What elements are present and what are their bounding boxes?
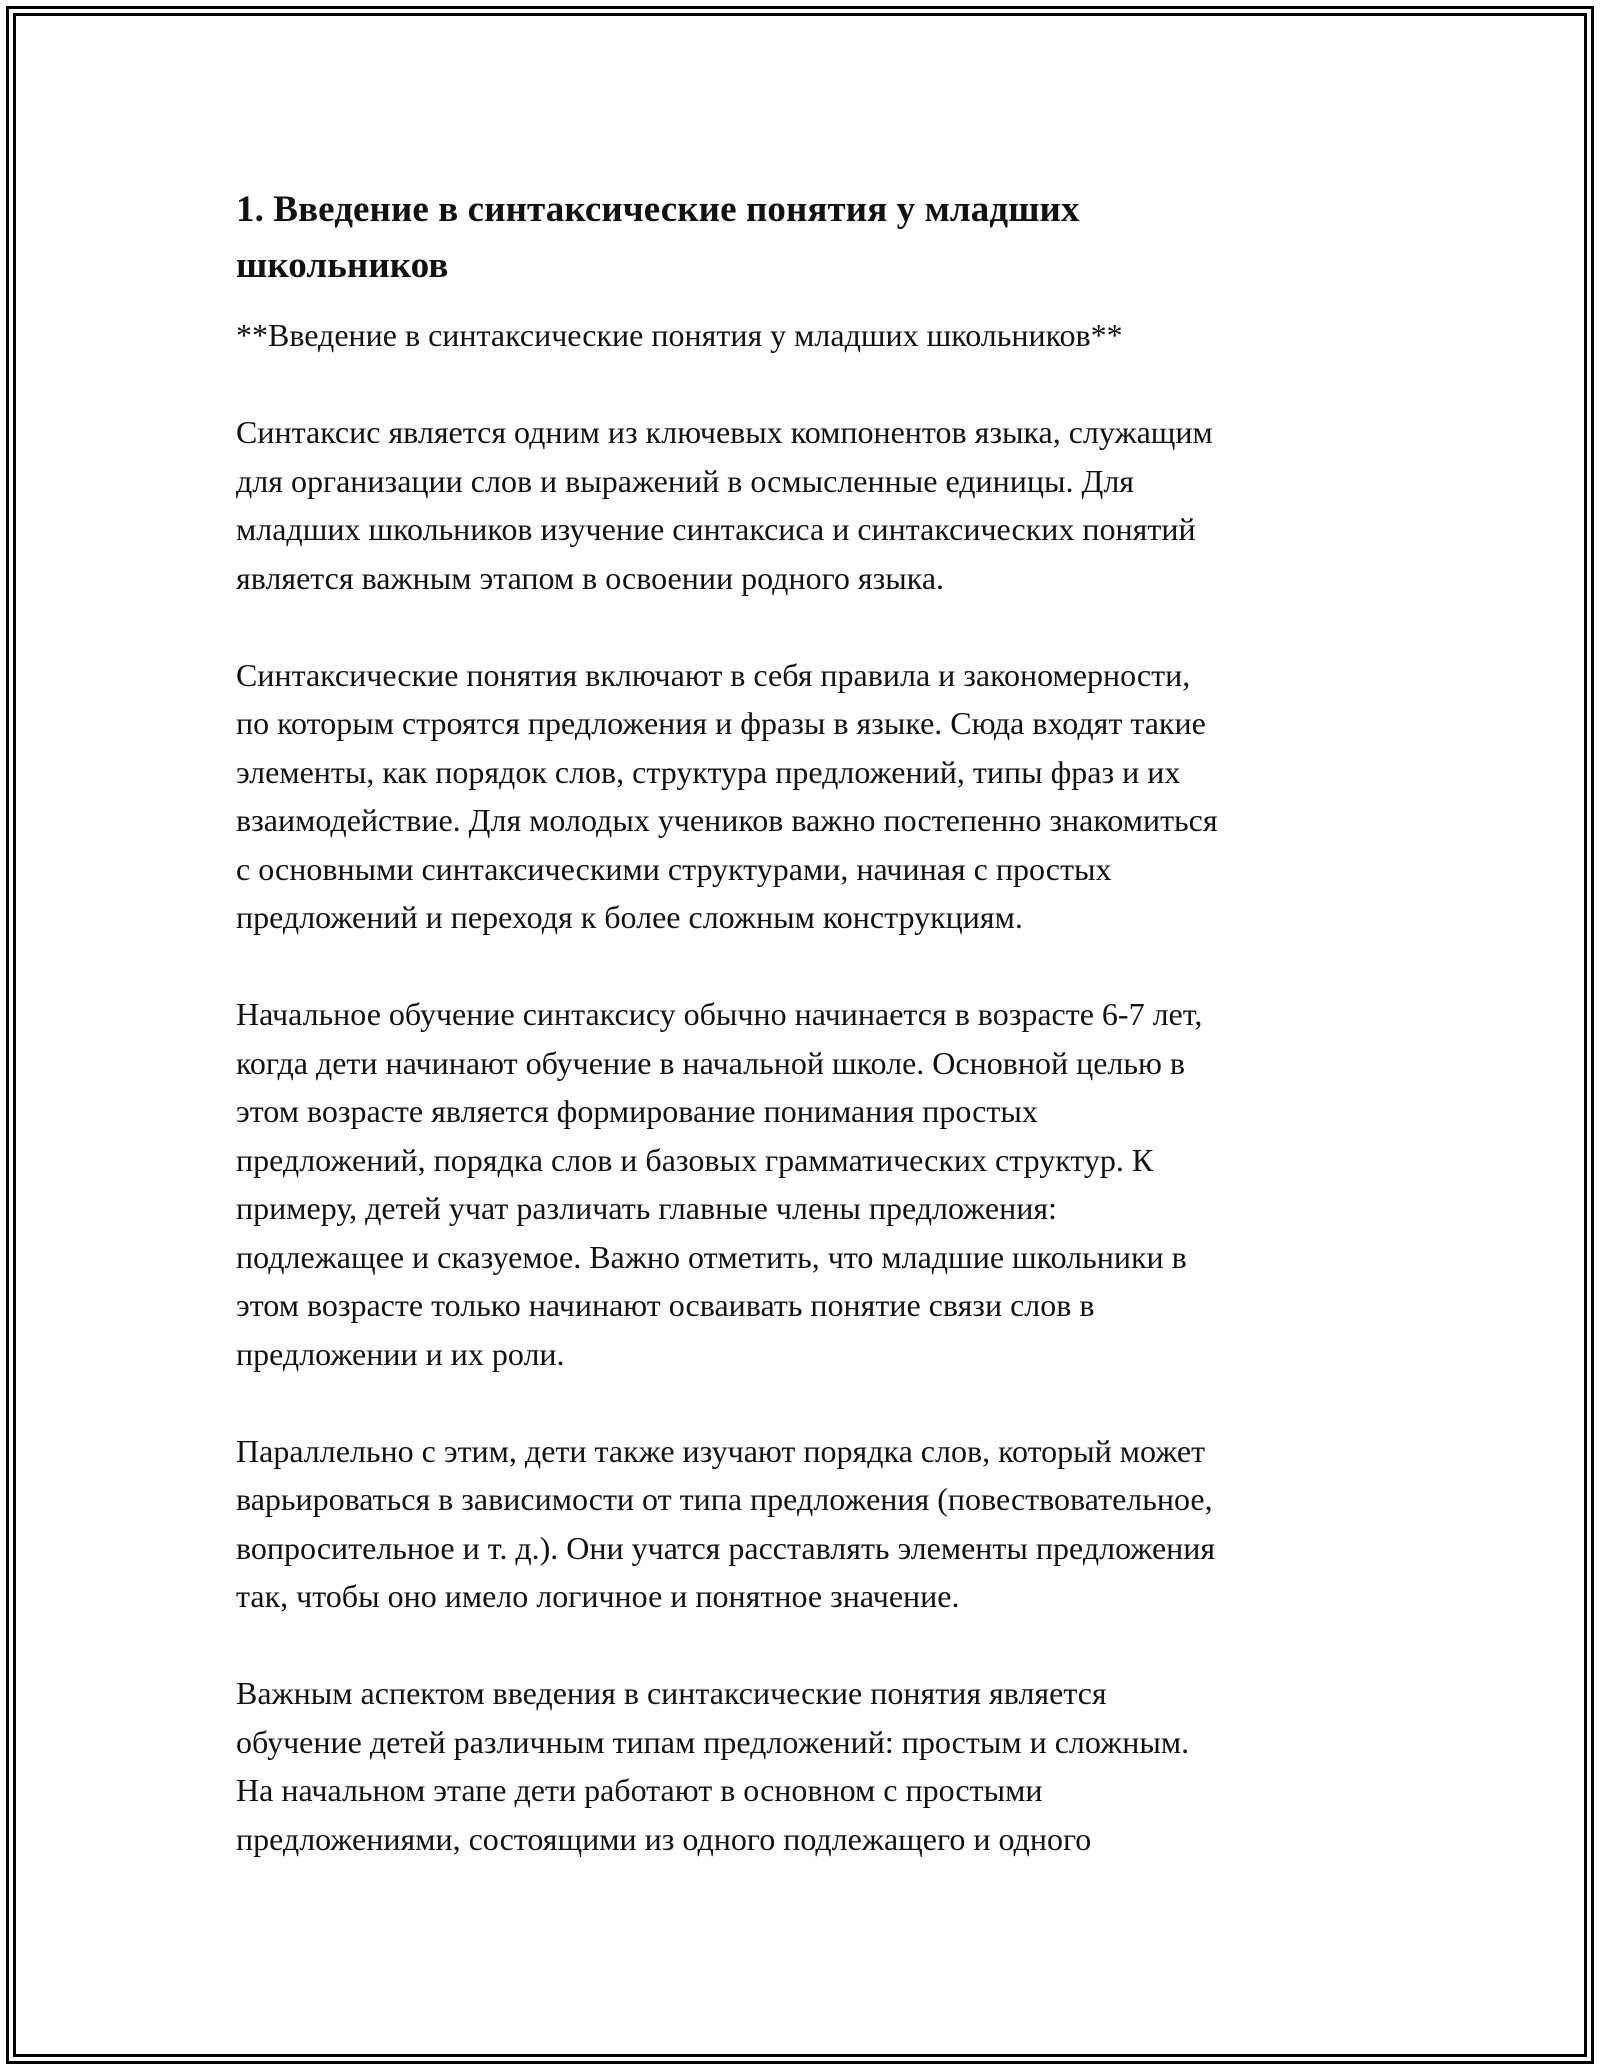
paragraph-initial-learning: Начальное обучение синтаксису обычно начинается в возрасте 6-7 лет, когда дети начинают обучение в начальной школе. Основной целью в этом возрасте является формирование понимания простых предложений, порядка слов и базовых грамматических структур. К примеру, детей учат различать главные члены предложения: подлежащее и сказуемое. Важно отметить, что младшие школьники в этом возрасте только начинают осваивать понятие связи слов в предложении и их роли. bbox=[236, 996, 1203, 1372]
paragraph-syntax-intro: Синтаксис является одним из ключевых компонентов языка, служащим для организации слов и выражений в осмысленные единицы. Для младших школьников изучение синтаксиса и синтаксических понятий является важным этапом в освоении родного языка. bbox=[236, 414, 1213, 596]
section-title bbox=[236, 182, 1376, 294]
section-title-line-2: школьников bbox=[236, 245, 449, 286]
section-title-line-1: 1. Введение в синтаксические понятия у младших bbox=[236, 189, 1080, 230]
paragraph-syntax-concepts: Синтаксические понятия включают в себя правила и закономерности, по которым строятся предложения и фразы в языке. Сюда входят такие элементы, как порядок слов, структура предложений, типы фраз и их взаимодействие. Для молодых учеников важно постепенно знакомиться с основными синтаксическими структурами, начиная с простых предложений и переходя к более сложным конструкциям. bbox=[236, 656, 1218, 935]
document-body bbox=[236, 182, 1376, 1863]
paragraph-word-order: Параллельно с этим, дети также изучают порядка слов, который может варьироваться в зависимости от типа предложения (повествовательное, вопросительное и т. д.). Они учатся расставлять элементы предложения так, чтобы оно имело логичное и понятное значение. bbox=[236, 1432, 1216, 1614]
subtitle-paragraph: **Введение в синтаксические понятия у младших школьников** bbox=[236, 317, 1123, 353]
paragraph-sentence-types: Важным аспектом введения в синтаксические понятия является обучение детей различным типам предложений: простым и сложным. На начальном этапе дети работают в основном с простыми предложениями, состоящими из одного подлежащего и одного bbox=[236, 1675, 1190, 1857]
